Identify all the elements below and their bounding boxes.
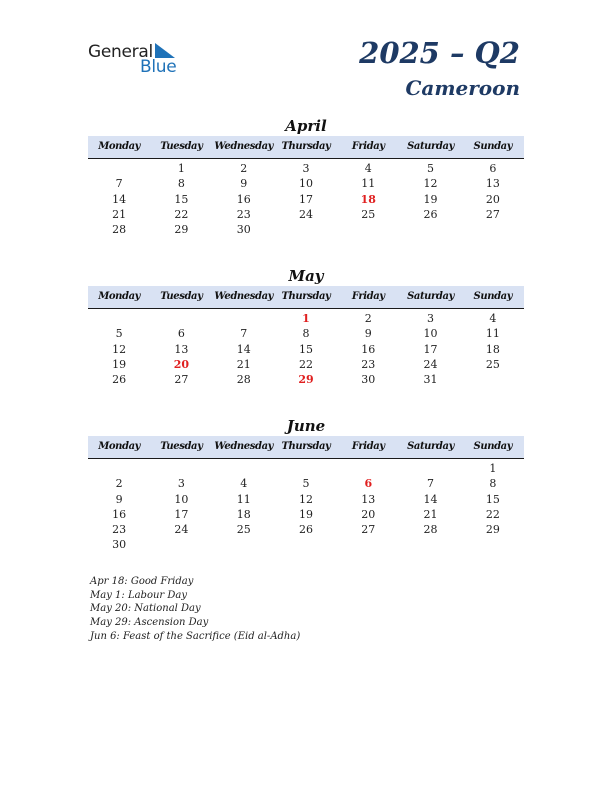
day-cell: 21 — [423, 507, 438, 521]
month-june — [88, 416, 524, 553]
week-row — [88, 207, 524, 222]
day-cell: 3 — [302, 162, 310, 175]
weekday-label: Sunday — [473, 441, 513, 452]
month-title: May — [288, 267, 324, 285]
day-cell: 17 — [298, 192, 313, 206]
day-cell: 2 — [240, 162, 248, 175]
empty-day-cell — [399, 222, 461, 237]
empty-day-cell — [213, 537, 275, 552]
day-cell: 11 — [361, 177, 376, 191]
day-cell: 29 — [485, 523, 500, 537]
day-cell: 24 — [423, 357, 438, 371]
day-cell: 16 — [361, 342, 376, 356]
week-row — [88, 222, 524, 237]
day-cell: 15 — [298, 342, 313, 356]
day-cell: 10 — [423, 327, 438, 341]
day-cell: 25 — [236, 523, 251, 537]
day-cell: 20 — [361, 507, 376, 521]
day-cell: 3 — [427, 312, 435, 325]
day-cell: 9 — [115, 492, 123, 506]
month-grid — [88, 159, 524, 237]
holiday-day-cell: 18 — [360, 192, 376, 206]
holiday-item: May 20: National Day — [90, 603, 201, 615]
day-cell: 7 — [115, 177, 123, 191]
day-cell: 6 — [177, 327, 185, 341]
weekday-label: Wednesday — [214, 141, 274, 152]
day-cell: 26 — [423, 207, 438, 221]
weekday-label: Wednesday — [214, 291, 274, 302]
week-row — [88, 492, 524, 507]
week-row — [88, 357, 524, 372]
weekday-label: Thursday — [281, 141, 331, 152]
day-cell: 2 — [115, 477, 123, 491]
day-cell: 12 — [298, 492, 313, 506]
day-cell: 17 — [423, 342, 438, 356]
day-cell: 6 — [489, 162, 497, 175]
weekday-label: Saturday — [407, 291, 455, 302]
day-cell: 15 — [174, 192, 189, 206]
day-cell: 29 — [174, 223, 189, 237]
day-cell: 31 — [423, 373, 438, 387]
week-row — [88, 507, 524, 522]
week-row — [88, 537, 524, 552]
day-cell: 5 — [115, 327, 123, 341]
weekday-label: Wednesday — [214, 441, 274, 452]
logo-blue-text: Blue — [140, 57, 177, 77]
weekday-header — [88, 436, 524, 459]
week-row — [88, 176, 524, 191]
day-cell: 1 — [177, 162, 185, 175]
week-row — [88, 522, 524, 537]
day-cell: 15 — [485, 492, 500, 506]
week-row — [88, 461, 524, 476]
day-cell: 23 — [361, 357, 376, 371]
day-cell: 20 — [485, 192, 500, 206]
week-row — [88, 476, 524, 491]
day-cell: 4 — [364, 162, 372, 175]
week-row — [88, 192, 524, 207]
day-cell: 10 — [298, 177, 313, 191]
weekday-header — [88, 286, 524, 309]
day-cell: 5 — [427, 162, 435, 175]
month-may — [88, 266, 524, 387]
day-cell: 24 — [298, 207, 313, 221]
holiday-day-cell: 1 — [302, 312, 310, 325]
weekday-label: Monday — [98, 141, 141, 152]
holiday-list — [90, 575, 300, 644]
empty-day-cell — [275, 461, 337, 476]
month-april — [88, 116, 524, 237]
month-grid — [88, 309, 524, 387]
weekday-label: Thursday — [281, 291, 331, 302]
day-cell: 3 — [177, 477, 185, 491]
weekday-label: Tuesday — [160, 141, 203, 152]
day-cell: 11 — [236, 492, 251, 506]
day-cell: 27 — [174, 373, 189, 387]
day-cell: 27 — [485, 207, 500, 221]
day-cell: 22 — [485, 507, 500, 521]
day-cell: 11 — [485, 327, 500, 341]
day-cell: 12 — [423, 177, 438, 191]
empty-day-cell — [88, 161, 150, 176]
empty-day-cell — [337, 222, 399, 237]
day-cell: 24 — [174, 523, 189, 537]
weekday-label: Saturday — [407, 141, 455, 152]
day-cell: 26 — [298, 523, 313, 537]
day-cell: 25 — [485, 357, 500, 371]
empty-day-cell — [275, 537, 337, 552]
weekday-header — [88, 136, 524, 159]
day-cell: 30 — [361, 373, 376, 387]
week-row — [88, 372, 524, 387]
day-cell: 14 — [236, 342, 251, 356]
day-cell: 13 — [485, 177, 500, 191]
day-cell: 2 — [364, 312, 372, 325]
weekday-label: Sunday — [473, 141, 513, 152]
month-title: April — [285, 117, 327, 135]
day-cell: 16 — [112, 507, 127, 521]
weekday-label: Tuesday — [160, 441, 203, 452]
day-cell: 27 — [361, 523, 376, 537]
day-cell: 4 — [489, 312, 497, 325]
day-cell: 9 — [364, 327, 372, 341]
day-cell: 10 — [174, 492, 189, 506]
empty-day-cell — [399, 537, 461, 552]
day-cell: 9 — [240, 177, 248, 191]
holiday-item: Apr 18: Good Friday — [90, 576, 194, 587]
holiday-day-cell: 20 — [173, 357, 190, 371]
month-grid — [88, 459, 524, 553]
day-cell: 8 — [177, 177, 185, 191]
day-cell: 14 — [423, 492, 438, 506]
day-cell: 7 — [427, 477, 435, 491]
empty-day-cell — [150, 537, 212, 552]
day-cell: 30 — [112, 538, 127, 552]
day-cell: 30 — [236, 223, 251, 237]
day-cell: 21 — [112, 207, 127, 221]
country-name: Cameroon — [405, 76, 520, 100]
weekday-label: Monday — [98, 441, 141, 452]
empty-day-cell — [462, 222, 524, 237]
weekday-label: Monday — [98, 291, 141, 302]
weekday-label: Thursday — [281, 441, 331, 452]
day-cell: 21 — [236, 357, 251, 371]
day-cell: 14 — [112, 192, 127, 206]
empty-day-cell — [213, 461, 275, 476]
week-row — [88, 161, 524, 176]
day-cell: 17 — [174, 507, 189, 521]
empty-day-cell — [337, 461, 399, 476]
empty-day-cell — [150, 311, 212, 326]
day-cell: 13 — [174, 342, 189, 356]
empty-day-cell — [88, 461, 150, 476]
weekday-label: Friday — [351, 291, 385, 302]
page-title: 2025 – Q2 — [359, 36, 520, 70]
holiday-item: May 29: Ascension Day — [90, 617, 209, 629]
day-cell: 7 — [240, 327, 248, 341]
weekday-label: Sunday — [473, 291, 513, 302]
empty-day-cell — [462, 537, 524, 552]
day-cell: 4 — [240, 477, 248, 491]
day-cell: 23 — [112, 523, 127, 537]
empty-day-cell — [213, 311, 275, 326]
day-cell: 16 — [236, 192, 251, 206]
day-cell: 26 — [112, 373, 127, 387]
week-row — [88, 342, 524, 357]
logo-general-text: General — [88, 42, 153, 62]
day-cell: 8 — [302, 327, 310, 341]
day-cell: 19 — [112, 357, 127, 371]
holiday-item: May 1: Labour Day — [90, 589, 187, 601]
month-title: June — [286, 417, 326, 435]
empty-day-cell — [150, 461, 212, 476]
weekday-label: Friday — [351, 441, 385, 452]
day-cell: 22 — [174, 207, 189, 221]
day-cell: 22 — [298, 357, 313, 371]
day-cell: 23 — [236, 207, 251, 221]
day-cell: 5 — [302, 477, 310, 491]
holiday-item: Jun 6: Feast of the Sacrifice (Eid al-Adha) — [90, 630, 301, 642]
day-cell: 18 — [485, 342, 500, 356]
day-cell: 28 — [236, 373, 251, 387]
day-cell: 25 — [361, 207, 376, 221]
day-cell: 28 — [112, 223, 127, 237]
day-cell: 28 — [423, 523, 438, 537]
weekday-label: Friday — [351, 141, 385, 152]
empty-day-cell — [399, 461, 461, 476]
day-cell: 8 — [489, 477, 497, 491]
week-row — [88, 326, 524, 341]
holiday-day-cell: 29 — [298, 373, 314, 387]
day-cell: 19 — [298, 507, 313, 521]
holiday-day-cell: 6 — [364, 477, 373, 491]
empty-day-cell — [275, 222, 337, 237]
empty-day-cell — [462, 372, 524, 387]
day-cell: 12 — [112, 342, 127, 356]
empty-day-cell — [337, 537, 399, 552]
week-row — [88, 311, 524, 326]
day-cell: 1 — [489, 462, 497, 475]
generalblue-logo — [88, 40, 188, 76]
weekday-label: Saturday — [407, 441, 455, 452]
day-cell: 13 — [361, 492, 376, 506]
day-cell: 19 — [423, 192, 438, 206]
empty-day-cell — [88, 311, 150, 326]
day-cell: 18 — [236, 507, 251, 521]
weekday-label: Tuesday — [160, 291, 203, 302]
